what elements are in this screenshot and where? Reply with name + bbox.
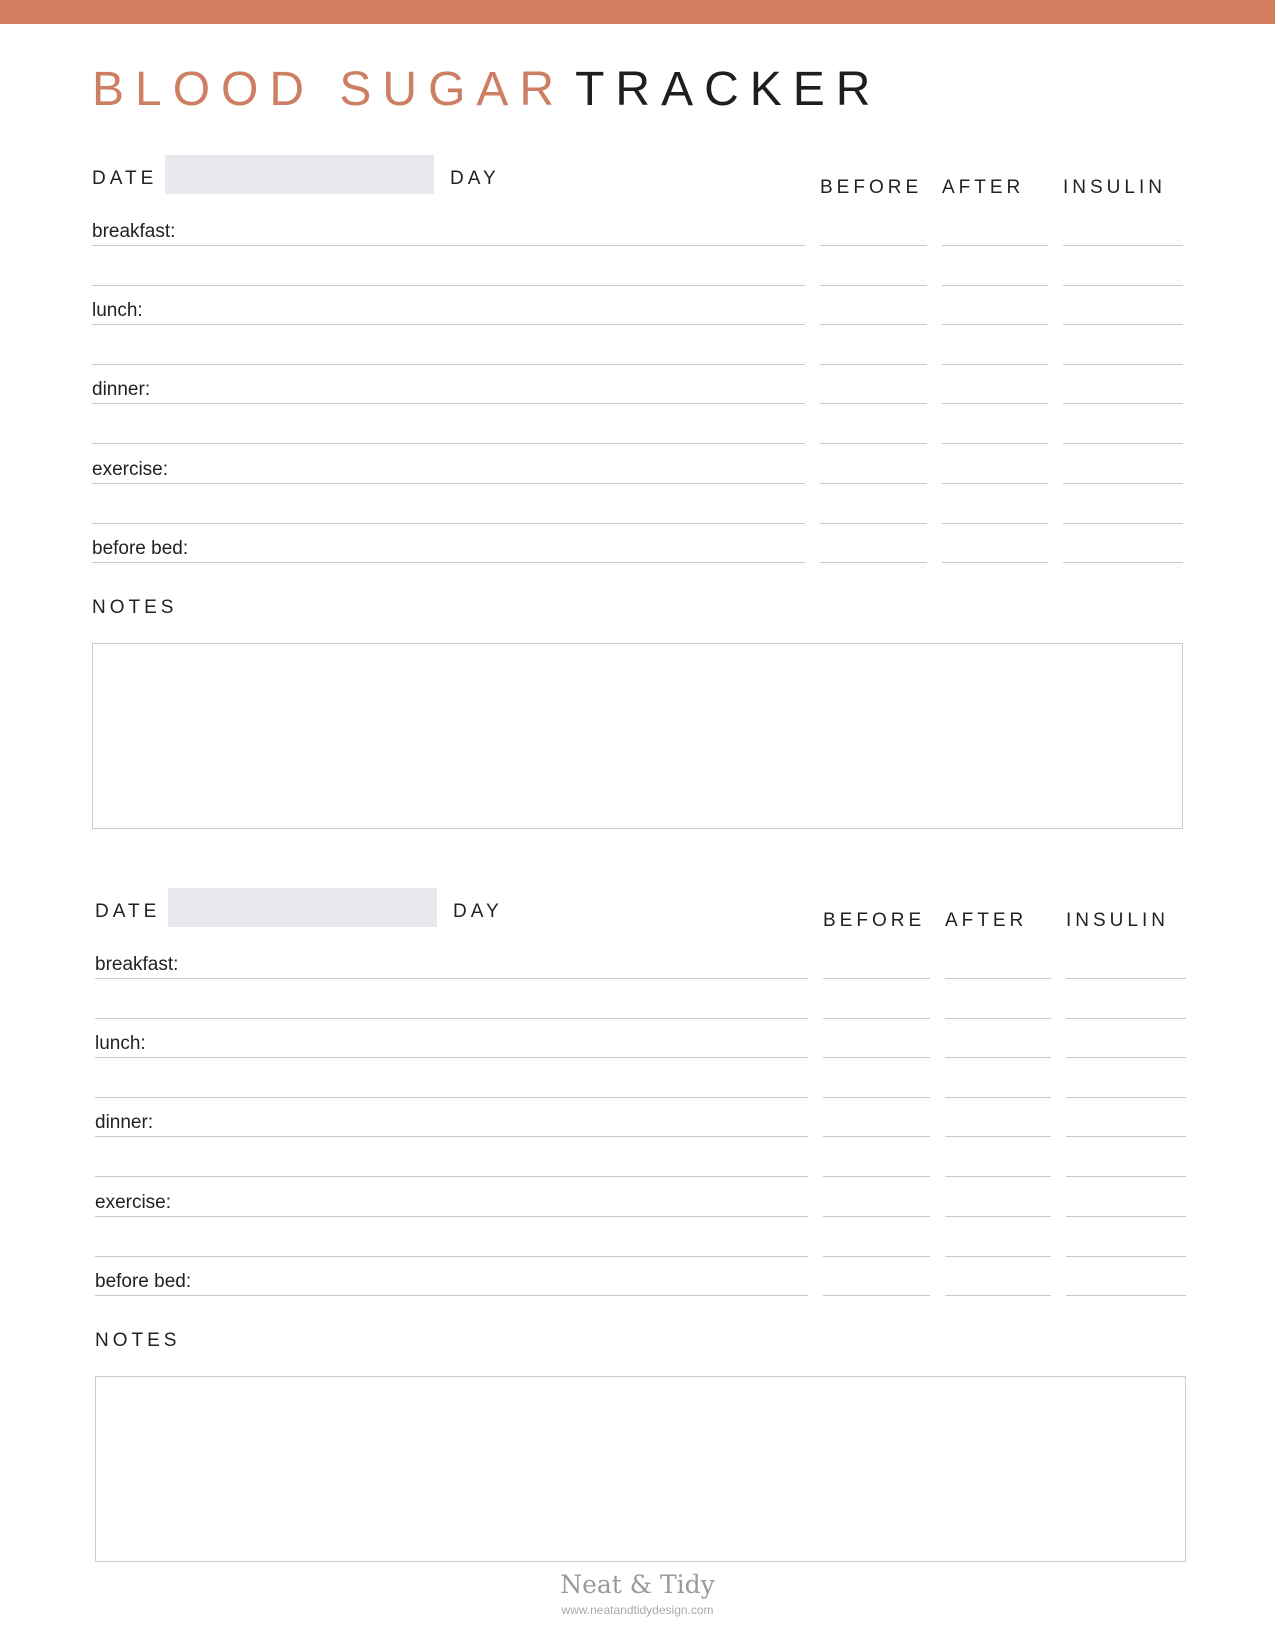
row-label: dinner:	[92, 379, 156, 401]
before-value-line[interactable]	[820, 324, 927, 325]
tracker-section	[0, 0, 1275, 700]
title-part-2: TRACKER	[575, 63, 882, 116]
insulin-value-line[interactable]	[1063, 285, 1183, 286]
entry-line[interactable]	[92, 483, 805, 484]
insulin-value-line[interactable]	[1063, 562, 1183, 563]
before-value-line[interactable]	[820, 245, 927, 246]
insulin-value-line[interactable]	[1066, 1097, 1186, 1098]
after-value-line[interactable]	[945, 1216, 1051, 1217]
before-value-line[interactable]	[820, 523, 927, 524]
after-value-line[interactable]	[942, 483, 1048, 484]
notes-label: NOTES	[92, 597, 178, 618]
insulin-header: INSULIN	[1066, 910, 1169, 931]
notes-label: NOTES	[95, 1330, 181, 1351]
before-header: BEFORE	[823, 910, 926, 931]
before-header: BEFORE	[820, 177, 923, 198]
before-value-line[interactable]	[823, 1295, 930, 1296]
row-label: before bed:	[92, 538, 194, 560]
entry-line[interactable]	[95, 1256, 808, 1257]
insulin-value-line[interactable]	[1066, 1018, 1186, 1019]
insulin-value-line[interactable]	[1066, 1295, 1186, 1296]
after-value-line[interactable]	[942, 523, 1048, 524]
entry-line[interactable]	[95, 1097, 808, 1098]
insulin-value-line[interactable]	[1066, 978, 1186, 979]
after-value-line[interactable]	[945, 1136, 1051, 1137]
date-input[interactable]	[168, 888, 437, 927]
after-value-line[interactable]	[945, 1176, 1051, 1177]
before-value-line[interactable]	[820, 364, 927, 365]
after-value-line[interactable]	[942, 245, 1048, 246]
row-label: dinner:	[95, 1112, 159, 1134]
day-label: DAY	[450, 168, 500, 189]
before-value-line[interactable]	[820, 285, 927, 286]
entry-line[interactable]	[92, 324, 805, 325]
insulin-value-line[interactable]	[1066, 1057, 1186, 1058]
after-value-line[interactable]	[945, 1256, 1051, 1257]
entry-line[interactable]	[95, 1176, 808, 1177]
after-value-line[interactable]	[942, 403, 1048, 404]
row-label: lunch:	[92, 300, 149, 322]
after-value-line[interactable]	[942, 443, 1048, 444]
entry-line[interactable]	[92, 285, 805, 286]
before-value-line[interactable]	[820, 483, 927, 484]
day-label: DAY	[453, 901, 503, 922]
after-value-line[interactable]	[945, 978, 1051, 979]
insulin-value-line[interactable]	[1066, 1176, 1186, 1177]
entry-line[interactable]	[95, 978, 808, 979]
insulin-value-line[interactable]	[1063, 245, 1183, 246]
entry-line[interactable]	[95, 1057, 808, 1058]
before-value-line[interactable]	[823, 1136, 930, 1137]
row-label: exercise:	[92, 459, 174, 481]
after-header: AFTER	[945, 910, 1028, 931]
entry-line[interactable]	[92, 403, 805, 404]
before-value-line[interactable]	[820, 443, 927, 444]
after-value-line[interactable]	[942, 324, 1048, 325]
after-value-line[interactable]	[945, 1295, 1051, 1296]
after-value-line[interactable]	[945, 1057, 1051, 1058]
insulin-value-line[interactable]	[1063, 364, 1183, 365]
before-value-line[interactable]	[823, 1057, 930, 1058]
insulin-value-line[interactable]	[1063, 523, 1183, 524]
before-value-line[interactable]	[823, 1018, 930, 1019]
entry-line[interactable]	[92, 562, 805, 563]
after-value-line[interactable]	[942, 285, 1048, 286]
date-input[interactable]	[165, 155, 434, 194]
after-value-line[interactable]	[945, 1097, 1051, 1098]
row-label: exercise:	[95, 1192, 177, 1214]
after-value-line[interactable]	[942, 364, 1048, 365]
before-value-line[interactable]	[823, 978, 930, 979]
entry-line[interactable]	[92, 364, 805, 365]
before-value-line[interactable]	[823, 1176, 930, 1177]
insulin-value-line[interactable]	[1063, 443, 1183, 444]
insulin-value-line[interactable]	[1066, 1136, 1186, 1137]
title-part-1: BLOOD SUGAR	[92, 63, 566, 116]
entry-line[interactable]	[92, 523, 805, 524]
entry-line[interactable]	[95, 1216, 808, 1217]
after-value-line[interactable]	[942, 562, 1048, 563]
insulin-value-line[interactable]	[1066, 1256, 1186, 1257]
before-value-line[interactable]	[823, 1256, 930, 1257]
row-label: before bed:	[95, 1271, 197, 1293]
after-value-line[interactable]	[945, 1018, 1051, 1019]
after-header: AFTER	[942, 177, 1025, 198]
before-value-line[interactable]	[820, 562, 927, 563]
before-value-line[interactable]	[823, 1097, 930, 1098]
entry-line[interactable]	[92, 245, 805, 246]
insulin-header: INSULIN	[1063, 177, 1166, 198]
row-label: lunch:	[95, 1033, 152, 1055]
tracker-section	[3, 733, 1275, 1433]
entry-line[interactable]	[95, 1018, 808, 1019]
brand-url: www.neatandtidydesign.com	[561, 1603, 714, 1617]
row-label: breakfast:	[95, 954, 184, 976]
insulin-value-line[interactable]	[1063, 483, 1183, 484]
entry-line[interactable]	[95, 1295, 808, 1296]
date-label: DATE	[92, 168, 158, 189]
notes-box[interactable]	[95, 1376, 1186, 1562]
insulin-value-line[interactable]	[1066, 1216, 1186, 1217]
brand-logo: Neat & Tidy	[560, 1570, 715, 1599]
before-value-line[interactable]	[823, 1216, 930, 1217]
before-value-line[interactable]	[820, 403, 927, 404]
row-label: breakfast:	[92, 221, 181, 243]
insulin-value-line[interactable]	[1063, 403, 1183, 404]
entry-line[interactable]	[92, 443, 805, 444]
insulin-value-line[interactable]	[1063, 324, 1183, 325]
date-label: DATE	[95, 901, 161, 922]
entry-line[interactable]	[95, 1136, 808, 1137]
